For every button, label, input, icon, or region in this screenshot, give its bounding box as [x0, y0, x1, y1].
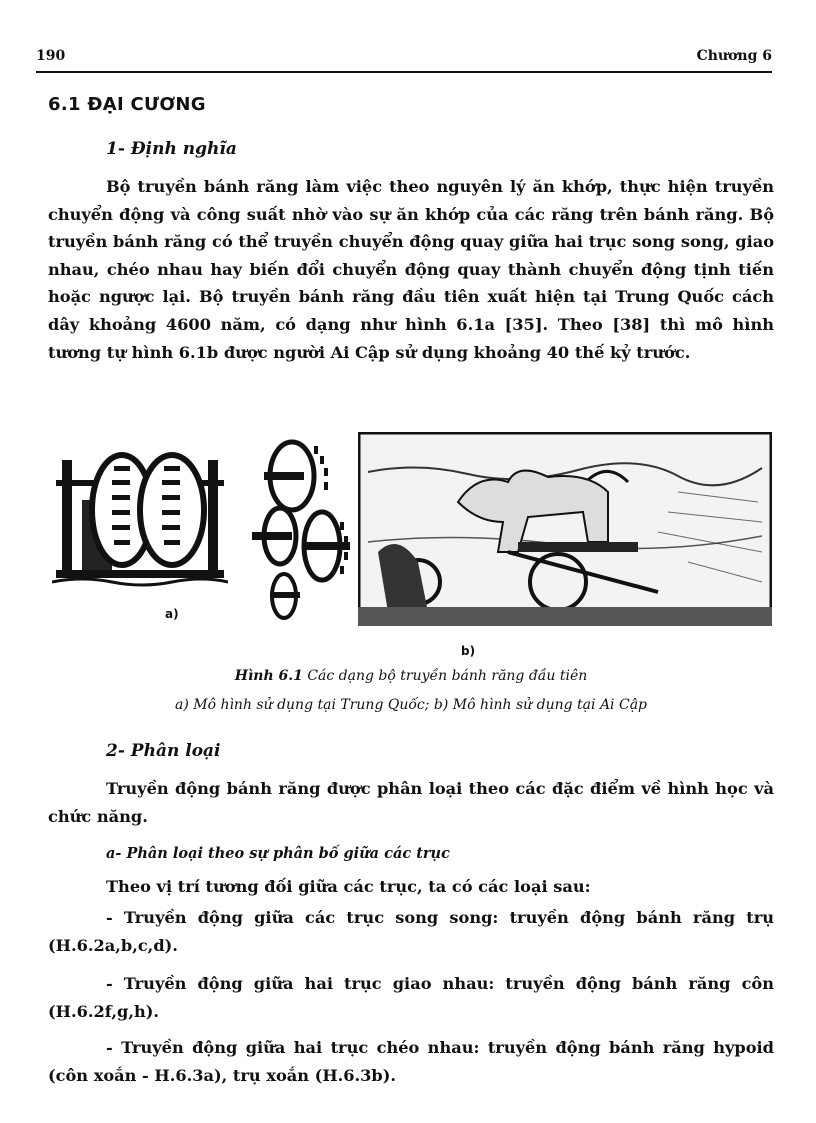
figure-caption-title: Các dạng bộ truyền bánh răng đầu tiên	[307, 668, 588, 684]
definition-text: Bộ truyền bánh răng làm việc theo nguyên lý ăn khớp, thực hiện truyền chuyển động và công suất nhờ vào sự ăn khớp của các răng trên bánh răng. Bộ truyền bánh răng có thể truyền chuyển động quay giữa hai trục song song, giao nhau, chéo nhau hay biến đổi chuyển động quay thành chuyển động tịnh tiến hoặc ngược lại. Bộ truyền bánh răng đầu tiên xuất hiện tại Trung Quốc cách dây khoảng 4600 năm, có dạng như hình 6.1a [35]. Theo [38] thì mô hình tương tự hình 6.1b được người Ai Cập sử dụng khoảng 40 thế kỷ trước.	[48, 177, 774, 362]
definition-heading: 1- Định nghĩa	[106, 139, 237, 159]
section-title: 6.1 ĐẠI CƯƠNG	[48, 94, 206, 115]
list-item	[48, 1034, 774, 1090]
classification-intro	[48, 775, 774, 830]
list-item-text: - Truyền động giữa các trục song song: truyền động bánh răng trụ (H.6.2a,b,c,d).	[48, 908, 774, 955]
figure-caption-sub: a) Mô hình sử dụng tại Trung Quốc; b) Mô hình sử dụng tại Ai Cập	[174, 697, 648, 713]
figure-caption	[48, 668, 774, 684]
classification-intro-text: Truyền động bánh răng được phân loại theo các đặc điểm về hình học và chức năng.	[48, 779, 774, 826]
page-number: 190	[36, 48, 66, 64]
classification-sub-intro	[48, 873, 774, 901]
definition-paragraph	[48, 173, 774, 366]
figure-a-gear-drawing-2	[244, 436, 356, 626]
figure-label-a: a)	[165, 607, 179, 621]
figure-label-b: b)	[461, 644, 476, 658]
list-item-text: - Truyền động giữa hai trục giao nhau: truyền động bánh răng côn (H.6.2f,g,h).	[48, 974, 774, 1021]
classification-subheading: a- Phân loại theo sự phân bố giữa các trục	[106, 845, 450, 862]
list-item	[48, 970, 774, 1026]
header-rule	[36, 71, 772, 73]
list-item-text: - Truyền động giữa hai trục chéo nhau: truyền động bánh răng hypoid (côn xoắn - H.6.3a), trụ xoắn (H.6.3b).	[48, 1038, 774, 1085]
classification-sub-intro-text: Theo vị trí tương đối giữa các trục, ta có các loại sau:	[106, 877, 591, 896]
list-item	[48, 904, 774, 960]
page-header	[36, 48, 772, 64]
chapter-label: Chương 6	[696, 48, 772, 64]
figure-b-egyptian-scene	[358, 432, 772, 626]
classification-heading: 2- Phân loại	[106, 741, 221, 761]
figure-caption-number: Hình 6.1	[234, 668, 303, 684]
figure-a-gear-drawing-1	[52, 440, 228, 590]
